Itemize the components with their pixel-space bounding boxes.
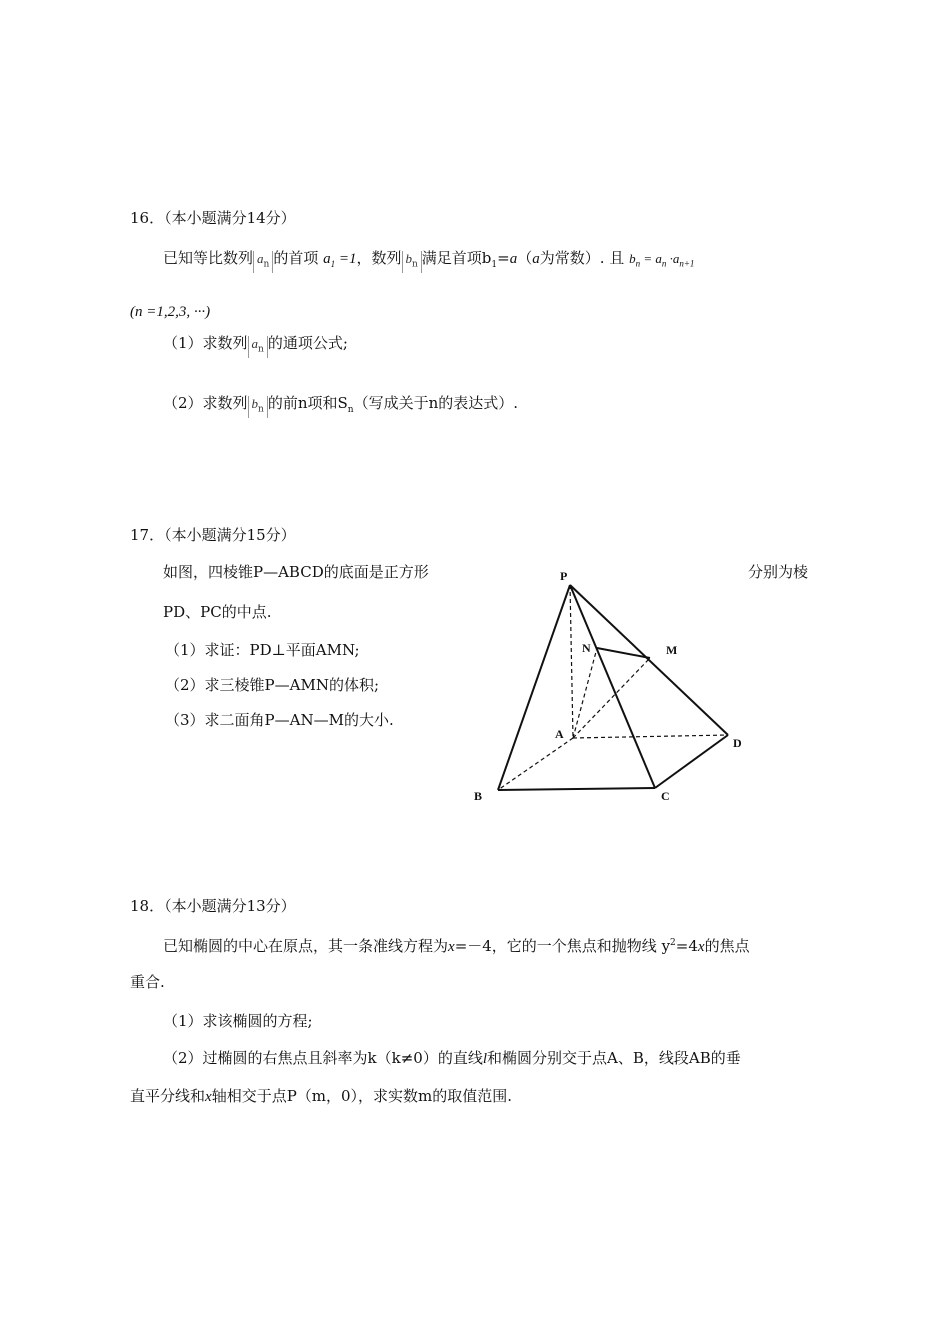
q17-heading: 17．（本小题满分15分） [130, 526, 296, 544]
q16-line1: 已知等比数列 $a_n$ 的首项 $a_1 =1$，数列 $b_n$ 满足首项$b_1=a(a$为常数）. 且 $b_n = a_n \cdot a_{n+1}$ [163, 248, 694, 275]
set-bn: $b_n$ [248, 396, 268, 418]
q16-heading: 16．（本小题满分14分） [130, 209, 296, 227]
q16-part1: （1）求数列 $a_n$ 的通项公式; [163, 333, 348, 358]
q18-line2: 重合. [130, 973, 165, 991]
q18-part2-cont: 直平分线和x轴相交于点P（m，0），求实数m的取值范围. [130, 1087, 513, 1105]
q17-line1a: 如图，四棱锥P—ABCD的底面是正方形 [163, 563, 429, 581]
set-bn: $b_n$ [402, 251, 422, 273]
set-an: $a_n$ [248, 336, 268, 358]
q17-line2: PD、PC的中点. [163, 603, 272, 621]
q16-part2: （2）求数列 $b_n$ 的前n项和$S_n$（写成关于n的表达式）. [163, 393, 518, 420]
q16-text: 的首项 [273, 249, 319, 267]
label-A: A [555, 727, 564, 741]
q17-part3: （3）求二面角P—AN—M的大小. [165, 711, 394, 729]
q18-part2: （2）过椭圆的右焦点且斜率为k（k≠0）的直线l和椭圆分别交于点A、B，线段AB的垂 [163, 1049, 741, 1067]
q16-text: 已知等比数列 [163, 249, 254, 267]
bn-formula: $b_n = a_n \cdot a_{n+1}$ [629, 251, 695, 269]
q16-text: ，数列 [356, 249, 402, 267]
q16-text: 满足首项b [421, 249, 492, 267]
q17-part1: （1）求证：PD⊥平面AMN; [165, 641, 360, 659]
set-an: $a_n$ [253, 251, 273, 273]
q18-heading: 18．（本小题满分13分） [130, 897, 296, 915]
label-P: P [560, 569, 568, 583]
pyramid-figure [460, 560, 760, 810]
label-C: C [661, 789, 670, 803]
q17-part2: （2）求三棱锥P—AMN的体积; [165, 676, 380, 694]
q18-line1: 已知椭圆的中心在原点，其一条准线方程为x=－4，它的一个焦点和抛物线 $y^2=4x$的焦点 [163, 937, 750, 955]
a1-term: $a_1 =1$ [323, 251, 357, 269]
label-N: N [582, 641, 591, 655]
q18-part1: （1）求该椭圆的方程; [163, 1012, 313, 1030]
label-B: B [474, 789, 483, 803]
label-M: M [666, 643, 678, 657]
q17-line1b: 分别为棱 [748, 563, 809, 581]
n-range: (n =1,2,3, ···) [130, 304, 211, 320]
label-D: D [733, 736, 742, 750]
